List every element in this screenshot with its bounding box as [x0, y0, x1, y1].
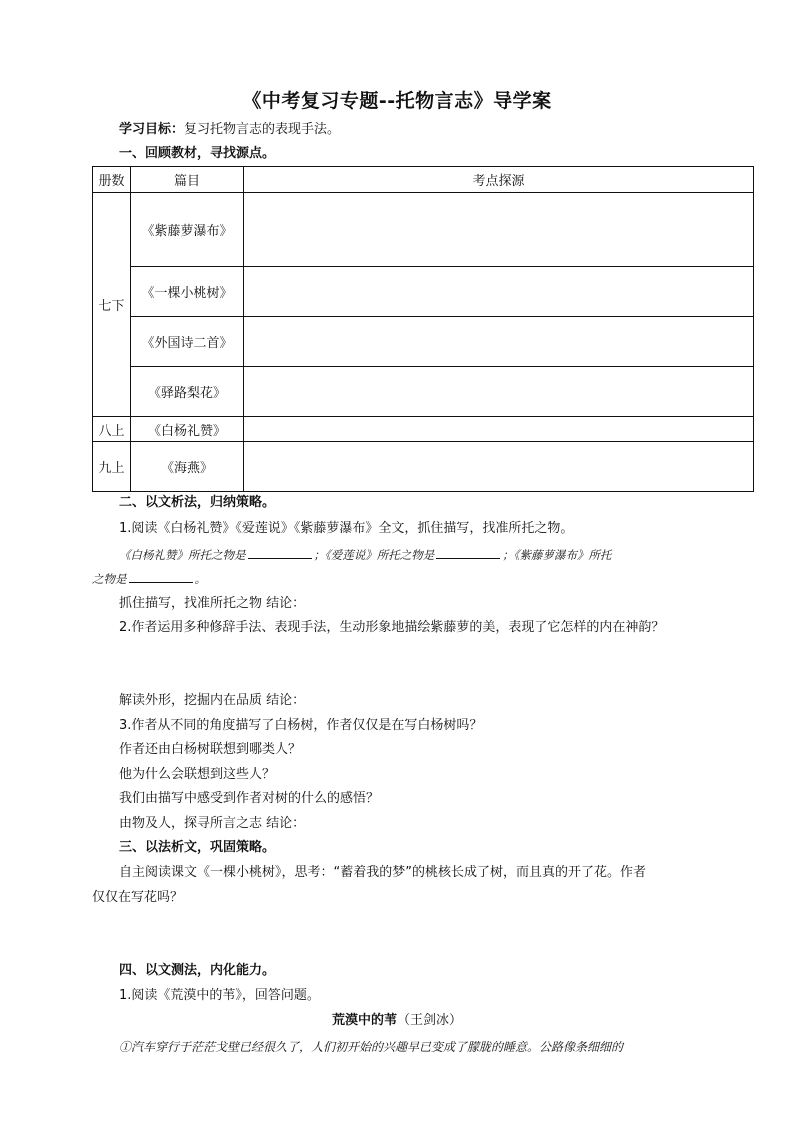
learning-goal-label: 学习目标：	[119, 122, 185, 137]
volume-cell: 九上	[93, 442, 131, 492]
answer-cell	[244, 417, 754, 442]
table-header-cell: 考点探源	[244, 167, 754, 193]
question-2: 2.作者运用多种修辞手法、表现手法，生动形象地描绘紫藤萝的美，表现了它怎样的内在神韵？	[119, 620, 665, 635]
article-author: （王剑冰）	[397, 1013, 463, 1028]
conclusion-1: 抓住描写，找准所托之物 结论：	[119, 596, 306, 611]
fill-text: 。	[194, 572, 206, 586]
table-header-cell: 篇目	[131, 167, 244, 193]
fill-in-line	[119, 546, 612, 564]
fill-text: ；《紫藤萝瀑布》所托	[502, 548, 612, 562]
answer-cell	[244, 367, 754, 417]
title-cell: 《海燕》	[131, 442, 244, 492]
conclusion-3: 由物及人，探寻所言之志 结论：	[119, 816, 306, 831]
title-cell: 《外国诗二首》	[131, 317, 244, 367]
article-paragraph: ①汽车穿行于茫茫戈壁已经很久了，人们初开始的兴趣早已变成了朦胧的睡意。公路像条细细的	[119, 1040, 624, 1054]
table-header-row	[93, 167, 754, 193]
question-3b: 作者还由白杨树联想到哪类人？	[119, 742, 302, 757]
title-cell: 《一棵小桃树》	[131, 267, 244, 317]
article-heading	[0, 1012, 794, 1030]
source-table	[92, 166, 754, 492]
table-row	[93, 267, 754, 317]
answer-blank[interactable]	[129, 570, 193, 583]
answer-cell	[244, 267, 754, 317]
table-row	[93, 417, 754, 442]
question-3c: 他为什么会联想到这些人？	[119, 767, 276, 782]
answer-cell	[244, 317, 754, 367]
title-cell: 《驿路梨花》	[131, 367, 244, 417]
question-3d: 我们由描写中感受到作者对树的什么的感悟？	[119, 791, 380, 806]
table-row	[93, 367, 754, 417]
section4-heading: 四、以文测法，内化能力。	[119, 963, 276, 978]
fill-in-line	[92, 570, 206, 588]
answer-cell	[244, 442, 754, 492]
volume-cell: 八上	[93, 417, 131, 442]
conclusion-2: 解读外形，挖掘内在品质 结论：	[119, 693, 306, 708]
answer-cell	[244, 193, 754, 267]
volume-cell: 七下	[93, 193, 131, 417]
answer-blank[interactable]	[436, 546, 500, 559]
section1-heading: 一、回顾教材，寻找源点。	[119, 146, 276, 161]
learning-goal-text: 复习托物言志的表现手法。	[184, 122, 341, 137]
question-3: 3.作者从不同的角度描写了白杨树，作者仅仅是在写白杨树吗？	[119, 718, 483, 733]
title-cell: 《紫藤萝瀑布》	[131, 193, 244, 267]
fill-text: 之物是	[92, 572, 127, 586]
page-title: 《中考复习专题--托物言志》导学案	[242, 90, 552, 112]
table-row	[93, 442, 754, 492]
section3-paragraph: 仅仅在写花吗？	[92, 890, 184, 905]
table-header-cell: 册数	[93, 167, 131, 193]
section3-paragraph: 自主阅读课文《一棵小桃树》，思考：“蓄着我的梦”的桃核长成了树，而且真的开了花。作者	[119, 865, 646, 880]
section2-heading: 二、以文析法，归纳策略。	[119, 495, 276, 510]
section3-heading: 三、以法析文，巩固策略。	[119, 840, 276, 855]
fill-text: 《白杨礼赞》所托之物是	[119, 548, 246, 562]
question-1: 1.阅读《白杨礼赞》《爱莲说》《紫藤萝瀑布》全文，抓住描写，找准所托之物。	[119, 521, 574, 536]
article-title: 荒漠中的苇	[331, 1013, 397, 1028]
fill-text: ；《爱莲说》所托之物是	[313, 548, 435, 562]
table-row	[93, 193, 754, 267]
section4-question-1: 1.阅读《荒漠中的苇》，回答问题。	[119, 988, 320, 1003]
title-cell: 《白杨礼赞》	[131, 417, 244, 442]
table-row	[93, 317, 754, 367]
learning-goal	[119, 121, 340, 139]
answer-blank[interactable]	[248, 546, 312, 559]
